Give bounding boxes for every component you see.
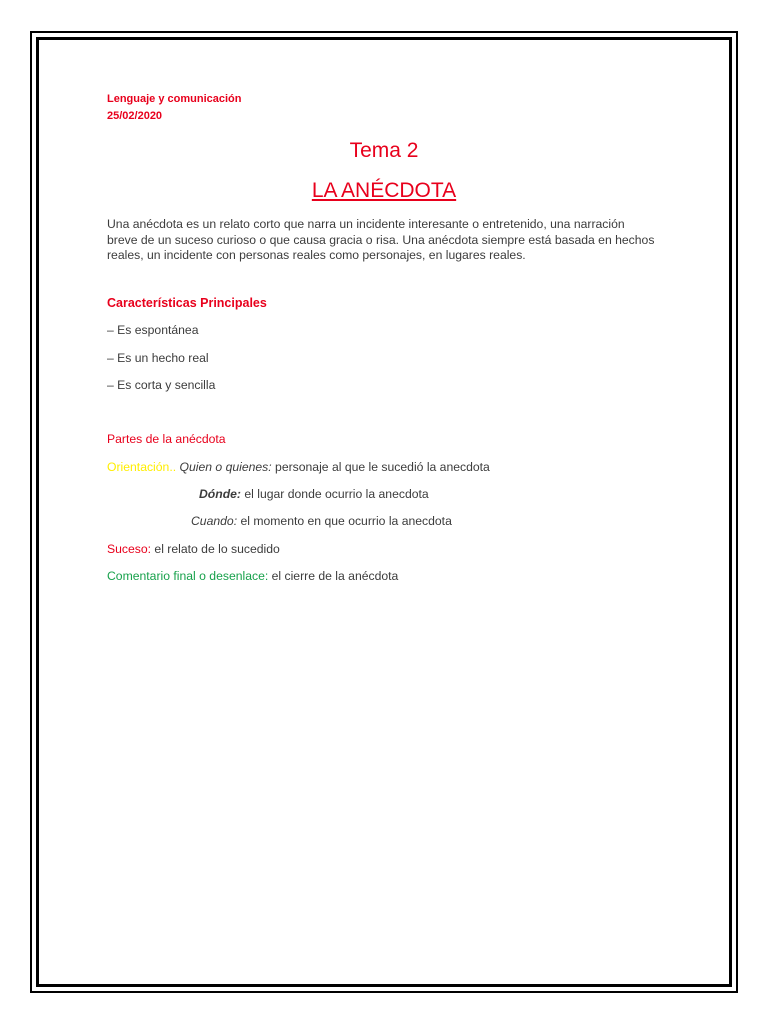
characteristic-item: – Es un hecho real xyxy=(107,351,209,365)
subject-label: Lenguaje y comunicación xyxy=(107,93,242,105)
topic-number: Tema 2 xyxy=(349,139,419,162)
suceso-row xyxy=(107,542,280,556)
suceso-text: el relato de lo sucedido xyxy=(151,542,280,556)
orientation-row xyxy=(107,460,490,474)
donde-row xyxy=(199,487,429,501)
characteristic-item: – Es corta y sencilla xyxy=(107,378,216,392)
suceso-label: Suceso: xyxy=(107,542,152,556)
cuando-row xyxy=(191,514,452,528)
quien-text: personaje al que le sucedió la anecdota xyxy=(271,460,490,474)
characteristic-item: – Es espontánea xyxy=(107,323,199,337)
comentario-text: el cierre de la anécdota xyxy=(268,569,399,583)
quien-term: Quien o quienes: xyxy=(179,460,272,474)
cuando-text: el momento en que ocurrio la anecdota xyxy=(237,514,452,528)
comentario-label: Comentario final o desenlace: xyxy=(107,569,269,583)
parts-heading: Partes de la anécdota xyxy=(107,432,226,446)
document-title: LA ANÉCDOTA xyxy=(311,179,457,202)
donde-term: Dónde: xyxy=(199,487,241,501)
intro-paragraph: Una anécdota es un relato corto que narra un incidente interesante o entretenido, una narración breve de un suceso curioso o que causa gracia o risa. Una anécdota siempre está basada en hechos reales, un incidente con personas reales como personajes, en lugares reales. xyxy=(107,217,655,262)
cuando-term: Cuando: xyxy=(191,514,238,528)
donde-text: el lugar donde ocurrio la anecdota xyxy=(240,487,429,501)
comentario-row xyxy=(107,569,398,583)
date-label: 25/02/2020 xyxy=(107,110,163,122)
orientation-label: Orientación.. xyxy=(107,460,177,474)
characteristics-heading: Características Principales xyxy=(107,296,267,310)
